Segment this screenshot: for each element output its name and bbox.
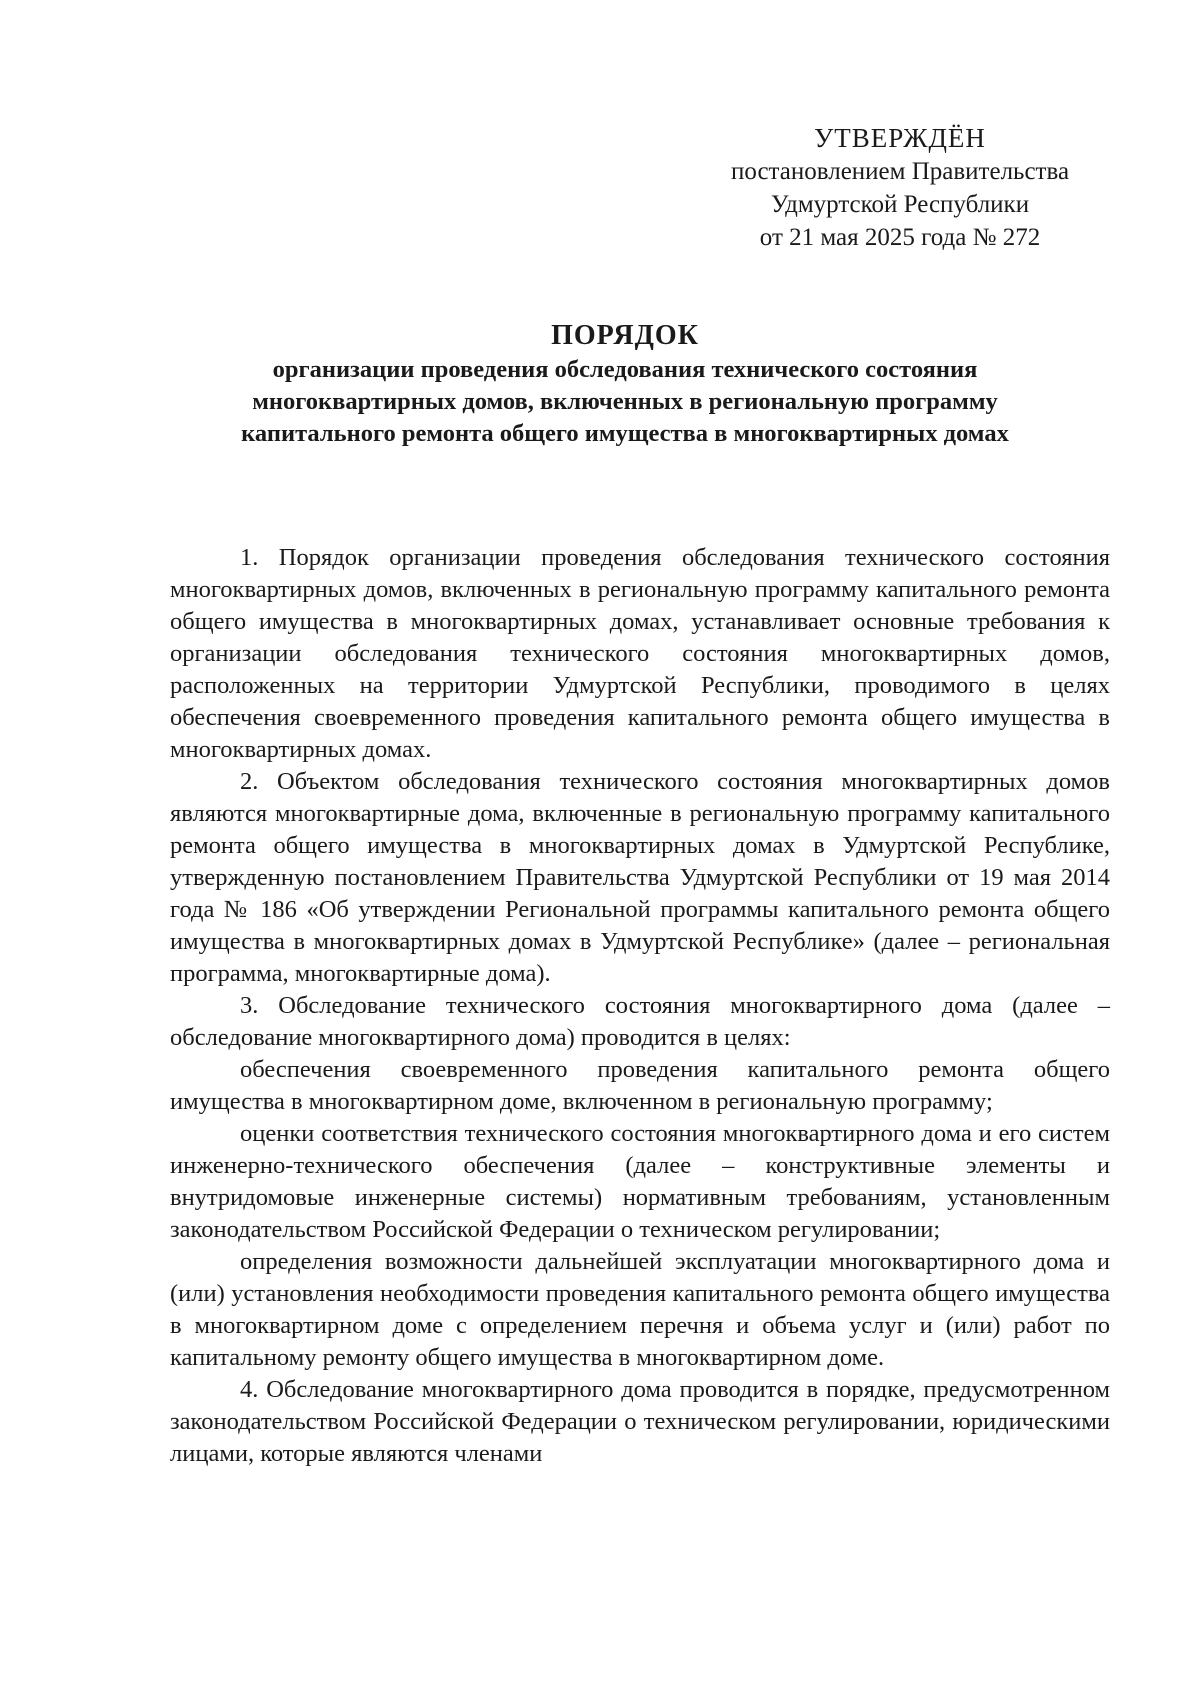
approval-block bbox=[690, 122, 1110, 254]
paragraph-3-item-3: определения возможности дальнейшей эксплуатации многоквартирного дома и (или) установления необходимости проведения капитального ремонта общего имущества в многоквартирном доме с определением перечня и объема услуг и (или) работ по капитальному ремонту общего имущества в многоквартирном доме. bbox=[170, 1248, 1110, 1371]
paragraph-1: 1. Порядок организации проведения обследования технического состояния многоквартирных домов, включенных в региональную программу капитального ремонта общего имущества в многоквартирных домах, устанавливает основные требования к организации обследования технического состояния многоквартирных домов, расположенных на территории Удмуртской Республики, проводимого в целях обеспечения своевременного проведения капитального ремонта общего имущества в многоквартирных домах. bbox=[170, 544, 1110, 763]
paragraph-4: 4. Обследование многоквартирного дома проводится в порядке, предусмотренном законодательством Российской Федерации о техническом регулировании, юридическими лицами, которые являются членами bbox=[170, 1376, 1110, 1467]
approval-line-3: от 21 мая 2025 года № 272 bbox=[759, 224, 1041, 251]
document-body bbox=[170, 542, 1110, 1470]
paragraph-3-item-1: обеспечения своевременного проведения капитального ремонта общего имущества в многоквартирном доме, включенном в региональную программу; bbox=[170, 1056, 1110, 1115]
paragraph-2: 2. Объектом обследования технического состояния многоквартирных домов являются многоквартирные дома, включенные в региональную программу капитального ремонта общего имущества в многоквартирных домах в Удмуртской Республике, утвержденную постановлением Правительства Удмуртской Республики от 19 мая 2014 года № 186 «Об утверждении Региональной программы капитального ремонта общего имущества в многоквартирных домах в Удмуртской Республике» (далее – региональная программа, многоквартирные дома). bbox=[170, 768, 1110, 987]
paragraph-3-item-2: оценки соответствия технического состояния многоквартирного дома и его систем инженерно-технического обеспечения (далее – конструктивные элементы и внутридомовые инженерные системы) нормативным требованиям, установленным законодательством Российской Федерации о техническом регулировании; bbox=[170, 1120, 1110, 1243]
paragraph-3: 3. Обследование технического состояния многоквартирного дома (далее – обследование многоквартирного дома) проводится в целях: bbox=[170, 992, 1110, 1051]
approval-line-2: Удмуртской Республики bbox=[770, 191, 1030, 218]
document-subtitle: организации проведения обследования технического состояния многоквартирных домов, включенных в региональную программу капитального ремонта общего имущества в многоквартирных домах bbox=[241, 356, 1009, 447]
document-title: ПОРЯДОК bbox=[551, 320, 699, 351]
approval-line-1: постановлением Правительства bbox=[730, 158, 1070, 185]
approval-status: УТВЕРЖДЁН bbox=[814, 123, 986, 153]
document-heading bbox=[200, 318, 1050, 450]
